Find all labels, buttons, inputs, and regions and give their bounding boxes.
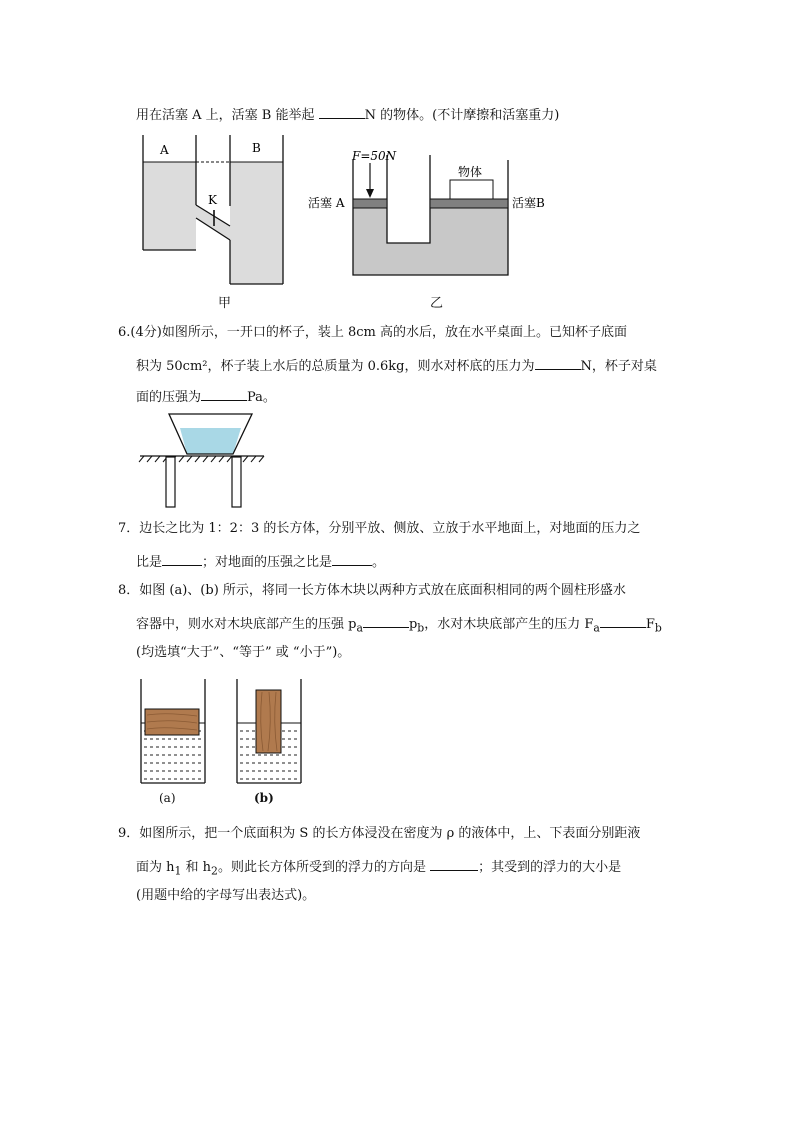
- q6-text: 积为 50cm²，杯子装上水后的总质量为 0.6kg，则水对杯底的压力为: [136, 359, 535, 374]
- subscript: a: [593, 621, 600, 635]
- container-b-water: [230, 162, 283, 284]
- q6-line1: 6.(4分)如图所示，一开口的杯子，装上 8cm 高的水后，放在水平桌面上。已知杯子底面: [118, 325, 627, 340]
- q6-line3: [136, 386, 276, 407]
- subscript: b: [654, 621, 662, 635]
- caption-a: (a): [159, 791, 176, 805]
- q6-text-suffix: N，杯子对桌: [580, 359, 657, 374]
- table-leg-right: [232, 457, 241, 507]
- q8-text-mid: ，水对木块底部产生的压力 F: [424, 617, 594, 632]
- q7-line2: [136, 551, 385, 572]
- caption-yi: 乙: [430, 296, 444, 311]
- q7-line1: 7．边长之比为 1：2：3 的长方体，分别平放、侧放、立放于水平地面上，对地面的压力之: [118, 521, 641, 536]
- label-b: B: [252, 141, 261, 155]
- answer-blank[interactable]: [332, 551, 372, 566]
- answer-blank[interactable]: [201, 386, 247, 401]
- object-box: [450, 180, 493, 199]
- caption-b: (b): [254, 791, 274, 805]
- wood-block-upright: [256, 690, 281, 753]
- q9-text-suffix: ；其受到的浮力的大小是: [478, 860, 622, 875]
- container-a-water: [143, 162, 196, 250]
- q8-line3: (均选填“大于”、“等于” 或 “小于”)。: [136, 645, 351, 660]
- label-k: K: [208, 193, 217, 207]
- q7-text-suffix: 。: [372, 555, 386, 570]
- piston-b-label: 活塞B: [512, 196, 545, 210]
- cup-water: [180, 428, 241, 454]
- q8-line2: [136, 613, 662, 638]
- q9-line1: 9．如图所示，把一个底面积为 S 的长方体浸没在密度为 ρ 的液体中，上、下表面分别距液: [118, 826, 641, 841]
- object-label: 物体: [458, 165, 483, 179]
- label-a: A: [160, 143, 169, 157]
- answer-blank[interactable]: [319, 104, 365, 119]
- q5-line1: [136, 104, 559, 125]
- container-a-figure: [136, 677, 211, 787]
- q9-line3: (用题中给的字母写出表达式)。: [136, 888, 316, 903]
- q8-text: p: [408, 617, 418, 632]
- q9-text-mid: 。则此长方体所受到的浮力的方向是: [217, 860, 431, 875]
- q8-text: F: [645, 617, 655, 632]
- q7-text-mid: ；对地面的压强之比是: [202, 555, 333, 570]
- table-leg-left: [166, 457, 175, 507]
- hydraulic-press-figure: [300, 145, 560, 285]
- connected-vessels-figure: [130, 130, 300, 290]
- force-label: F=50N: [352, 149, 397, 163]
- q7-text: 比是: [136, 555, 163, 570]
- subscript: 2: [211, 864, 218, 878]
- subscript: 1: [174, 864, 182, 878]
- answer-blank[interactable]: [162, 551, 202, 566]
- q9-line2: [136, 856, 621, 881]
- q6-text: 面的压强为: [136, 390, 202, 405]
- q6-line2: [136, 355, 657, 376]
- answer-blank[interactable]: [600, 613, 646, 628]
- q8-line1: 8．如图 (a)、(b) 所示，将同一长方体木块以两种方式放在底面积相同的两个圆柱形盛水: [118, 583, 626, 598]
- subscript: a: [356, 621, 363, 635]
- answer-blank[interactable]: [430, 856, 478, 871]
- container-b-figure: [232, 677, 307, 787]
- piston-b: [430, 199, 508, 208]
- q5-text: 用在活塞 A 上，活塞 B 能举起: [136, 108, 319, 123]
- q9-text: 和 h: [181, 860, 212, 875]
- q8-text: 容器中，则水对木块底部产生的压强 p: [136, 617, 357, 632]
- subscript: b: [417, 621, 425, 635]
- q5-text-suffix: N 的物体。(不计摩擦和活塞重力): [364, 108, 560, 123]
- piston-a-label: 活塞 A: [308, 196, 345, 210]
- answer-blank[interactable]: [535, 355, 581, 370]
- caption-jia: 甲: [218, 296, 232, 311]
- q6-text-suffix: Pa。: [247, 390, 276, 405]
- q9-text: 面为 h: [136, 860, 175, 875]
- piston-a: [353, 199, 387, 208]
- answer-blank[interactable]: [363, 613, 409, 628]
- cup-on-table-figure: [136, 408, 271, 510]
